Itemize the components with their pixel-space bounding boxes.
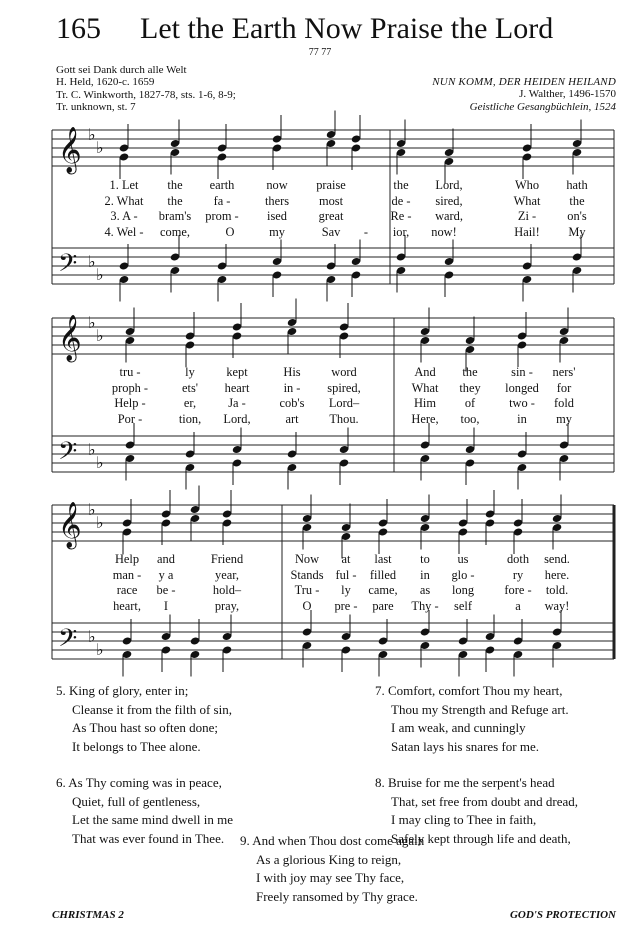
lyric-syllable: ward,	[435, 209, 463, 223]
lyric-syllable: proph -	[111, 380, 149, 395]
svg-text:♭: ♭	[96, 138, 104, 157]
lyric-syllable: the	[462, 365, 478, 379]
hymn-meter: 77 77	[308, 47, 332, 58]
lyric-syllable: my	[269, 224, 285, 239]
lyric-syllable: What	[411, 380, 439, 395]
lyric-syllable: ly	[185, 365, 195, 379]
hymn-number: 165	[56, 12, 101, 45]
stanza-line: As a glorious King to reign,	[256, 851, 402, 867]
lyric-syllable: fold	[554, 396, 574, 410]
lyric-syllable: way!	[544, 598, 570, 613]
lyric-syllable: 4. Wel -	[104, 224, 144, 239]
lyric-syllable: What	[513, 193, 541, 208]
svg-text:♭: ♭	[88, 627, 96, 646]
stanza-line: I with joy may see Thy face,	[256, 870, 405, 885]
lyric-syllable: Now	[294, 552, 320, 566]
lyric-syllable: Friend	[210, 552, 244, 566]
lyric-syllable: send.	[544, 552, 570, 566]
svg-text:♭: ♭	[96, 326, 104, 345]
credit-author: H. Held, 1620-c. 1659	[56, 76, 155, 89]
lyric-syllable: Help -	[114, 396, 146, 410]
lyric-syllable: His	[283, 365, 301, 379]
lyric-syllable: my	[556, 411, 572, 426]
lyric-syllable: 2. What	[104, 193, 144, 208]
lyric-syllable: race	[116, 583, 138, 597]
lyric-syllable: now	[266, 178, 288, 192]
lyric-line	[0, 396, 640, 411]
lyric-syllable: man -	[112, 567, 142, 582]
lyric-syllable: -	[363, 224, 369, 239]
lyric-line	[0, 568, 640, 583]
svg-text:♭: ♭	[88, 252, 96, 271]
lyric-syllable: longed	[505, 380, 539, 395]
lyric-syllable: kept	[226, 365, 248, 379]
lyric-syllable: last	[374, 552, 392, 566]
lyric-syllable: great	[318, 209, 344, 223]
lyric-line	[0, 209, 640, 224]
svg-text:♭: ♭	[96, 513, 104, 532]
lyric-syllable: pare	[372, 598, 394, 613]
lyric-syllable: heart	[224, 380, 250, 395]
hymn-title: Let the Earth Now Praise the Lord	[140, 12, 554, 45]
lyric-syllable: de -	[391, 193, 411, 208]
lyric-syllable: in	[420, 567, 430, 582]
lyric-line	[0, 381, 640, 396]
lyric-syllable: Re -	[390, 209, 412, 223]
lyric-syllable: told.	[545, 583, 569, 597]
lyric-syllable: 1. Let	[109, 178, 139, 192]
svg-text:𝄞: 𝄞	[58, 127, 82, 173]
lyric-syllable: in -	[283, 380, 301, 395]
lyric-syllable: us	[457, 552, 469, 566]
lyric-syllable: be -	[156, 583, 176, 597]
lyric-line	[0, 412, 640, 427]
lyric-syllable: year,	[215, 567, 239, 582]
lyric-syllable: spired,	[327, 380, 361, 395]
lyric-syllable: doth	[506, 552, 530, 566]
stanza-line: It belongs to Thee alone.	[72, 738, 201, 754]
stanza-line: 8. Bruise for me the serpent's head	[375, 775, 555, 790]
svg-text:𝄢: 𝄢	[58, 249, 78, 284]
lyric-line	[0, 225, 640, 240]
lyric-syllable: as	[419, 583, 431, 597]
lyric-syllable: fa -	[213, 193, 231, 208]
lyric-syllable: hath	[566, 178, 588, 192]
lyric-line	[0, 552, 640, 567]
lyric-syllable: word	[331, 365, 357, 379]
lyric-syllable: at	[341, 552, 351, 566]
svg-text:♭: ♭	[88, 500, 96, 519]
lyric-line	[0, 583, 640, 598]
lyric-syllable: earth	[209, 178, 235, 192]
lyric-line	[0, 194, 640, 209]
lyric-syllable: cob's	[279, 396, 305, 410]
lyric-syllable: most	[318, 193, 344, 208]
lyric-syllable: now!	[431, 224, 457, 239]
footer-topic: GOD'S PROTECTION	[509, 909, 616, 921]
lyric-line	[0, 365, 640, 380]
lyric-syllable: come,	[160, 224, 190, 239]
tune-source: Geistliche Gesangbüchlein, 1524	[469, 100, 616, 113]
lyric-syllable: the	[393, 178, 409, 192]
lyric-syllable: filled	[369, 567, 397, 582]
lyric-syllable: Here,	[411, 411, 439, 426]
lyric-syllable: for	[556, 380, 572, 395]
lyric-syllable: tru -	[119, 365, 141, 379]
stanza-line: Let the same mind dwell in me	[72, 812, 234, 827]
tune-composer: J. Walther, 1496-1570	[519, 88, 616, 101]
lyric-syllable: My	[568, 224, 586, 239]
lyric-syllable: ry	[512, 567, 524, 582]
lyric-syllable: Lord–	[328, 396, 360, 410]
lyric-syllable: 3. A -	[110, 209, 138, 223]
lyric-syllable: I	[163, 598, 169, 613]
lyric-syllable: of	[464, 396, 476, 410]
lyric-syllable: bram's	[158, 209, 192, 223]
lyric-syllable: Sav	[321, 224, 341, 239]
lyric-syllable: y a	[158, 567, 174, 582]
stanza-7	[375, 682, 569, 756]
lyric-syllable: er,	[183, 396, 197, 410]
svg-text:♭: ♭	[96, 640, 104, 659]
stanza-line: I am weak, and cunningly	[391, 720, 526, 735]
credit-translator-1: Tr. C. Winkworth, 1827-78, sts. 1-6, 8-9;	[56, 88, 236, 101]
lyric-syllable: And	[414, 365, 436, 379]
stanza-line: 5. King of glory, enter in;	[56, 683, 189, 698]
lyric-syllable: hold–	[212, 583, 242, 597]
lyric-syllable: sin -	[511, 365, 533, 379]
lyric-syllable: Zi -	[517, 209, 537, 223]
stanza-5	[56, 682, 232, 756]
lyric-syllable: Him	[413, 396, 437, 410]
stanza-line: I may cling to Thee in faith,	[391, 812, 537, 827]
svg-text:𝄞: 𝄞	[58, 502, 82, 548]
lyric-syllable: praise	[316, 178, 346, 192]
lyric-syllable: O	[225, 224, 235, 239]
lyric-syllable: Help	[114, 552, 140, 566]
lyric-syllable: tion,	[178, 411, 202, 426]
stanza-line: As Thou hast so often done;	[72, 720, 218, 735]
stanza-line: That, set free from doubt and dread,	[391, 793, 578, 809]
lyric-syllable: Lord,	[223, 411, 251, 426]
stanza-line: Quiet, full of gentleness,	[72, 793, 201, 809]
svg-text:♭: ♭	[88, 313, 96, 332]
stanza-line: Cleanse it from the filth of sin,	[72, 701, 232, 717]
stanza-line: Satan lays his snares for me.	[391, 738, 540, 754]
lyric-syllable: Who	[514, 178, 540, 192]
lyric-syllable: and	[157, 552, 175, 566]
lyric-syllable: ful -	[335, 567, 357, 582]
lyric-syllable: ly	[341, 583, 351, 597]
lyric-syllable: long	[451, 583, 475, 597]
lyric-syllable: Ja -	[228, 396, 246, 410]
lyric-syllable: heart,	[113, 598, 141, 613]
stanza-line: 6. As Thy coming was in peace,	[56, 775, 222, 790]
lyric-syllable: fore -	[504, 583, 532, 597]
lyric-syllable: the	[167, 178, 183, 192]
svg-text:𝄢: 𝄢	[58, 437, 78, 472]
lyric-syllable: prom -	[205, 209, 239, 223]
stanza-9	[240, 832, 424, 906]
stanza-line: Freely ransomed by Thy grace.	[256, 888, 418, 904]
lyric-syllable: ners'	[552, 365, 576, 379]
lyric-syllable: ets'	[182, 380, 198, 395]
stanza-6	[56, 774, 233, 848]
credit-original-title: Gott sei Dank durch alle Welt	[56, 64, 187, 76]
svg-text:♭: ♭	[88, 440, 96, 459]
credit-translator-2: Tr. unknown, st. 7	[56, 101, 136, 114]
lyric-syllable: self	[454, 598, 472, 613]
stanza-line: Safely kept through life and death,	[391, 830, 571, 846]
lyric-syllable: in	[517, 411, 527, 426]
stanza-line: Thou my Strength and Refuge art.	[391, 701, 569, 717]
lyric-syllable: pray,	[214, 598, 240, 613]
lyric-syllable: two -	[509, 396, 535, 410]
lyric-syllable: a	[515, 598, 521, 613]
lyric-syllable: Thy -	[411, 598, 439, 613]
lyric-syllable: to	[420, 552, 430, 566]
lyric-syllable: Hail!	[514, 224, 540, 239]
lyric-line	[0, 178, 640, 193]
lyric-syllable: pre -	[334, 598, 358, 613]
lyric-syllable: on's	[567, 209, 587, 223]
lyric-syllable: art	[285, 411, 299, 426]
svg-text:𝄢: 𝄢	[58, 624, 78, 659]
lyric-syllable: Por -	[117, 411, 143, 426]
lyric-syllable: the	[569, 193, 585, 208]
lyric-syllable: they	[459, 380, 481, 395]
svg-text:♭: ♭	[88, 125, 96, 144]
lyric-syllable: ior,	[392, 224, 410, 239]
lyric-syllable: too,	[460, 411, 480, 426]
footer-season: CHRISTMAS 2	[52, 909, 124, 921]
stanza-line: 9. And when Thou dost come again	[240, 833, 425, 848]
stanza-line: 7. Comfort, comfort Thou my heart,	[375, 683, 563, 698]
lyric-syllable: Tru -	[294, 583, 320, 597]
svg-text:♭: ♭	[96, 265, 104, 284]
lyric-syllable: came,	[368, 583, 398, 597]
tune-name: NUN KOMM, DER HEIDEN HEILAND	[432, 76, 616, 88]
lyric-syllable: Stands	[290, 567, 324, 582]
lyric-syllable: glo -	[451, 567, 475, 582]
svg-text:♭: ♭	[96, 453, 104, 472]
lyric-line	[0, 599, 640, 614]
lyric-syllable: ised	[267, 209, 287, 223]
lyric-syllable: Lord,	[435, 178, 463, 192]
lyric-syllable: thers	[264, 193, 290, 208]
lyric-syllable: Thou.	[329, 411, 359, 426]
lyric-syllable: the	[167, 193, 183, 208]
svg-text:𝄞: 𝄞	[58, 315, 82, 361]
lyric-syllable: here.	[544, 567, 570, 582]
lyric-syllable: sired,	[435, 193, 463, 208]
stanza-line: That was ever found in Thee.	[72, 830, 225, 846]
lyric-syllable: O	[302, 598, 312, 613]
